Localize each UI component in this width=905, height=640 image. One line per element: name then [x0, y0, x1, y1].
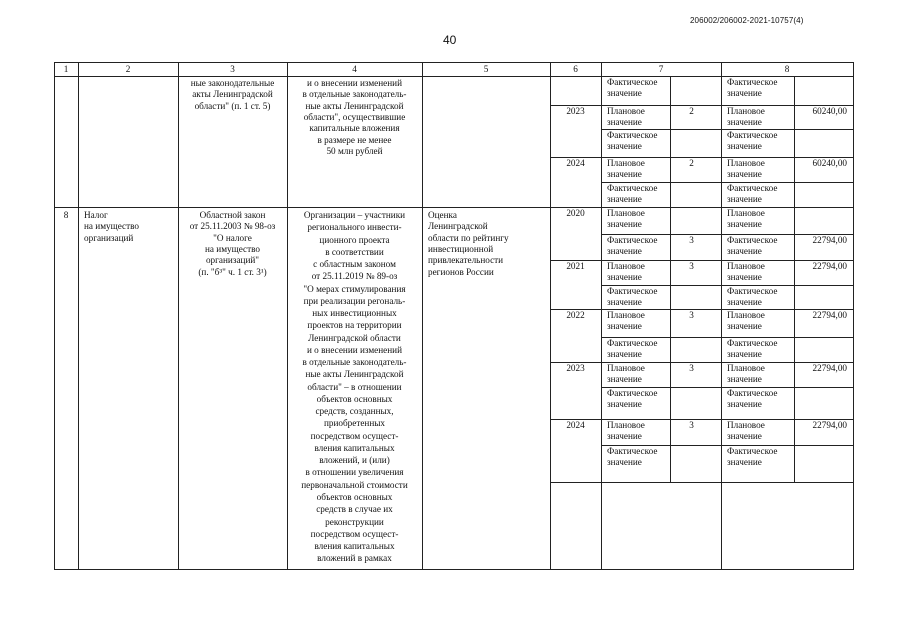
sub-column-border — [794, 309, 795, 338]
sub-column-border — [670, 105, 671, 130]
row-8-number: 8 — [63, 210, 69, 220]
column-header-2: 2 — [125, 64, 131, 74]
year-cell: 2024 — [566, 420, 585, 430]
table-bottom-border — [54, 569, 854, 570]
c8-value: 22794,00 — [812, 235, 847, 245]
column-header-7: 7 — [658, 64, 664, 74]
row8-col5-line: привлекательности — [428, 255, 504, 266]
year-cell: 2022 — [566, 310, 585, 320]
c8-value: 22794,00 — [812, 310, 847, 320]
c8-label: значение — [727, 349, 762, 359]
year-cell: 2023 — [566, 363, 585, 373]
row8-col4-line: объектов основных — [316, 491, 393, 502]
row8-col4-line: посредством осущест- — [310, 430, 399, 441]
c7-label: значение — [607, 399, 642, 409]
c7-label: Плановое — [607, 363, 645, 373]
c8-label: значение — [727, 219, 762, 229]
row8-col3-line: на имущество — [205, 243, 260, 254]
sub-column-border — [670, 182, 671, 208]
column-header-1: 1 — [63, 64, 69, 74]
row8-col4-line: регионального инвести- — [307, 222, 402, 233]
c8-value: 60240,00 — [812, 158, 847, 168]
row8-col4-line: в соответствии — [325, 246, 384, 257]
row8-col4-line: при реализации регональ- — [303, 295, 406, 306]
c8-value: 22794,00 — [812, 261, 847, 271]
sub-column-border — [794, 182, 795, 208]
c7-value: 3 — [689, 420, 694, 430]
c7-label: Плановое — [607, 106, 645, 116]
c8-value: 22794,00 — [812, 420, 847, 430]
sub-column-border — [670, 260, 671, 286]
cont-col4-line: в отдельные законодатель- — [302, 89, 407, 100]
row8-col4-line: с областным законом — [313, 259, 396, 270]
row8-col5-line: инвестиционной — [428, 243, 494, 254]
row8-col2-line: организаций — [84, 232, 134, 243]
row8-col2-line: Налог — [84, 210, 108, 220]
c7-label: значение — [607, 297, 642, 307]
c7-label: Фактическое — [607, 388, 658, 398]
c8-label: значение — [727, 88, 762, 98]
c8-label: Фактическое — [727, 130, 778, 140]
row8-col4-line: приобретенных — [323, 418, 386, 429]
c8-label: Плановое — [727, 310, 765, 320]
column-border — [601, 62, 602, 570]
sub-column-border — [794, 105, 795, 130]
c8-label: Плановое — [727, 261, 765, 271]
column-border — [178, 62, 179, 570]
c7-value: 3 — [689, 363, 694, 373]
c7-value: 3 — [689, 261, 694, 271]
sub-column-border — [794, 157, 795, 183]
row8-col4-line: области" – в отношении — [307, 381, 402, 392]
c7-label: Фактическое — [607, 235, 658, 245]
sub-column-border — [670, 76, 671, 106]
c7-label: Фактическое — [607, 130, 658, 140]
sub-column-border — [794, 207, 795, 235]
row8-col4-line: ные акты Ленинградской — [305, 369, 404, 380]
row8-col4-line: вления капитальных — [314, 442, 395, 453]
sub-column-border — [794, 387, 795, 420]
row8-col3-line: "О налоге — [213, 232, 252, 243]
c8-label: Фактическое — [727, 338, 778, 348]
cont-col3-line: акты Ленинградской — [192, 89, 273, 100]
sub-column-border — [670, 309, 671, 338]
row8-col3-line: Областной закон — [199, 210, 266, 220]
year-block-border — [550, 482, 854, 483]
c7-label: значение — [607, 194, 642, 204]
column-border — [78, 62, 79, 570]
c7-label: Фактическое — [607, 183, 658, 193]
c8-label: значение — [727, 194, 762, 204]
c8-value: 60240,00 — [812, 106, 847, 116]
row8-col5-line: Оценка — [428, 210, 457, 220]
c7-label: значение — [607, 141, 642, 151]
c7-label: значение — [607, 272, 642, 282]
sub-column-border — [670, 234, 671, 261]
column-header-8: 8 — [784, 64, 790, 74]
row8-col4-line: средств в случае их — [316, 504, 393, 515]
c7-label: Фактическое — [607, 338, 658, 348]
c7-label: Фактическое — [607, 286, 658, 296]
row8-col4-line: вложений, и (или) — [319, 455, 390, 466]
c8-label: Фактическое — [727, 286, 778, 296]
c7-label: Плановое — [607, 158, 645, 168]
c8-label: значение — [727, 457, 762, 467]
c7-label: значение — [607, 219, 642, 229]
c7-label: значение — [607, 88, 642, 98]
row8-col4-line: средств, созданных, — [315, 406, 394, 417]
c7-label: значение — [607, 321, 642, 331]
c7-label: значение — [607, 117, 642, 127]
column-header-5: 5 — [483, 64, 489, 74]
column-header-6: 6 — [573, 64, 578, 74]
row8-col4-line: ных инвестиционных — [312, 308, 397, 319]
c8-label: Фактическое — [727, 235, 778, 245]
sub-column-border — [670, 387, 671, 420]
c8-label: значение — [727, 169, 762, 179]
c7-label: Плановое — [607, 310, 645, 320]
column-border — [721, 62, 722, 570]
sub-column-border — [794, 285, 795, 310]
c7-label: Плановое — [607, 208, 645, 218]
row8-col4-line: вложений в рамках — [317, 553, 392, 564]
row8-col3-line: организаций" — [205, 255, 260, 266]
year-cell: 2023 — [566, 106, 585, 116]
c8-label: Фактическое — [727, 183, 778, 193]
cont-col4-line: ные акты Ленинградской — [305, 100, 404, 111]
c8-value: 22794,00 — [812, 363, 847, 373]
row8-col4-line: Организации – участники — [303, 210, 406, 220]
sub-column-border — [670, 419, 671, 446]
sub-column-border — [670, 445, 671, 483]
row8-col4-line: Ленинградской области — [308, 332, 401, 343]
row8-col5-line: регионов России — [428, 266, 494, 277]
sub-column-border — [670, 285, 671, 310]
c7-value: 2 — [689, 106, 694, 116]
c8-label: Плановое — [727, 158, 765, 168]
cont-col3-line: области" (п. 1 ст. 5) — [194, 100, 271, 111]
c7-value: 3 — [689, 235, 694, 245]
c8-label: Фактическое — [727, 446, 778, 456]
row8-col3-line: (п. "б³" ч. 1 ст. 3¹) — [198, 266, 267, 277]
column-header-3: 3 — [230, 64, 235, 74]
sub-column-border — [670, 129, 671, 158]
sub-column-border — [794, 129, 795, 158]
c8-label: значение — [727, 246, 762, 256]
document-id: 206002/206002-2021-10757(4) — [690, 16, 804, 25]
c7-label: значение — [607, 457, 642, 467]
column-header-4: 4 — [352, 64, 357, 74]
c7-label: значение — [607, 374, 642, 384]
c7-label: Плановое — [607, 420, 645, 430]
row8-col3-line: от 25.11.2003 № 98-оз — [189, 221, 276, 232]
row8-col2-line: на имущество — [84, 221, 139, 232]
c8-label: значение — [727, 321, 762, 331]
row8-col4-line: посредством осущест- — [310, 528, 399, 539]
c8-label: Плановое — [727, 106, 765, 116]
row8-col4-line: и о внесении изменений — [306, 344, 403, 355]
c8-label: Плановое — [727, 208, 765, 218]
sub-column-border — [794, 445, 795, 483]
c8-label: Фактическое — [727, 77, 778, 87]
row8-col4-line: проектов на территории — [307, 320, 402, 331]
cont-col4-line: 50 млн рублей — [326, 145, 383, 156]
c8-label: значение — [727, 141, 762, 151]
c7-label: Фактическое — [607, 446, 658, 456]
row8-col4-line: объектов основных — [316, 393, 393, 404]
table-right-border — [853, 62, 854, 570]
sub-column-border — [670, 362, 671, 388]
sub-column-border — [794, 362, 795, 388]
c8-label: значение — [727, 272, 762, 282]
c7-label: значение — [607, 349, 642, 359]
row8-col4-line: от 25.11.2019 № 89-оз — [311, 271, 398, 282]
sub-column-border — [794, 76, 795, 106]
cont-col4-line: и о внесении изменений — [306, 78, 403, 88]
sub-column-border — [794, 260, 795, 286]
c8-label: значение — [727, 399, 762, 409]
sub-column-border — [670, 337, 671, 363]
row8-col4-line: в отдельные законодатель- — [302, 357, 407, 368]
c7-label: Плановое — [607, 261, 645, 271]
cont-col3-line: ные законодательные — [190, 78, 275, 88]
cont-col4-line: в размере не менее — [317, 134, 392, 145]
sub-column-border — [794, 337, 795, 363]
row8-col4-line: ционного проекта — [319, 234, 390, 245]
sub-column-border — [670, 157, 671, 183]
c8-label: значение — [727, 117, 762, 127]
c7-value: 2 — [689, 158, 694, 168]
c8-label: Фактическое — [727, 388, 778, 398]
c7-label: значение — [607, 169, 642, 179]
c7-value: 3 — [689, 310, 694, 320]
row8-col4-line: вления капитальных — [314, 541, 395, 552]
c7-label: значение — [607, 246, 642, 256]
data-table — [54, 62, 853, 569]
year-cell: 2020 — [566, 208, 585, 218]
c7-label: Фактическое — [607, 77, 658, 87]
cont-col4-line: области", осуществившие — [303, 111, 406, 122]
row8-col4-line: первоначальной стоимости — [301, 479, 408, 490]
table-top-border — [54, 62, 854, 63]
c8-label: Плановое — [727, 363, 765, 373]
sub-column-border — [670, 207, 671, 235]
row8-col4-line: в отношении увеличения — [305, 467, 404, 478]
c8-label: значение — [727, 431, 762, 441]
c8-label: значение — [727, 374, 762, 384]
c8-label: значение — [727, 297, 762, 307]
column-border — [422, 62, 423, 570]
row8-col4-line: реконструкции — [325, 516, 384, 527]
year-cell: 2021 — [566, 261, 585, 271]
row8-col5-line: Ленинградской — [428, 221, 488, 232]
sub-column-border — [794, 419, 795, 446]
row8-col4-line: "О мерах стимулирования — [303, 283, 406, 294]
cont-col4-line: капитальные вложения — [309, 123, 400, 134]
sub-column-border — [794, 234, 795, 261]
c8-label: Плановое — [727, 420, 765, 430]
year-cell: 2024 — [566, 158, 585, 168]
table-left-border — [54, 62, 55, 570]
c7-label: значение — [607, 431, 642, 441]
page-number: 40 — [443, 33, 457, 47]
row8-col5-line: области по рейтингу — [428, 232, 509, 243]
